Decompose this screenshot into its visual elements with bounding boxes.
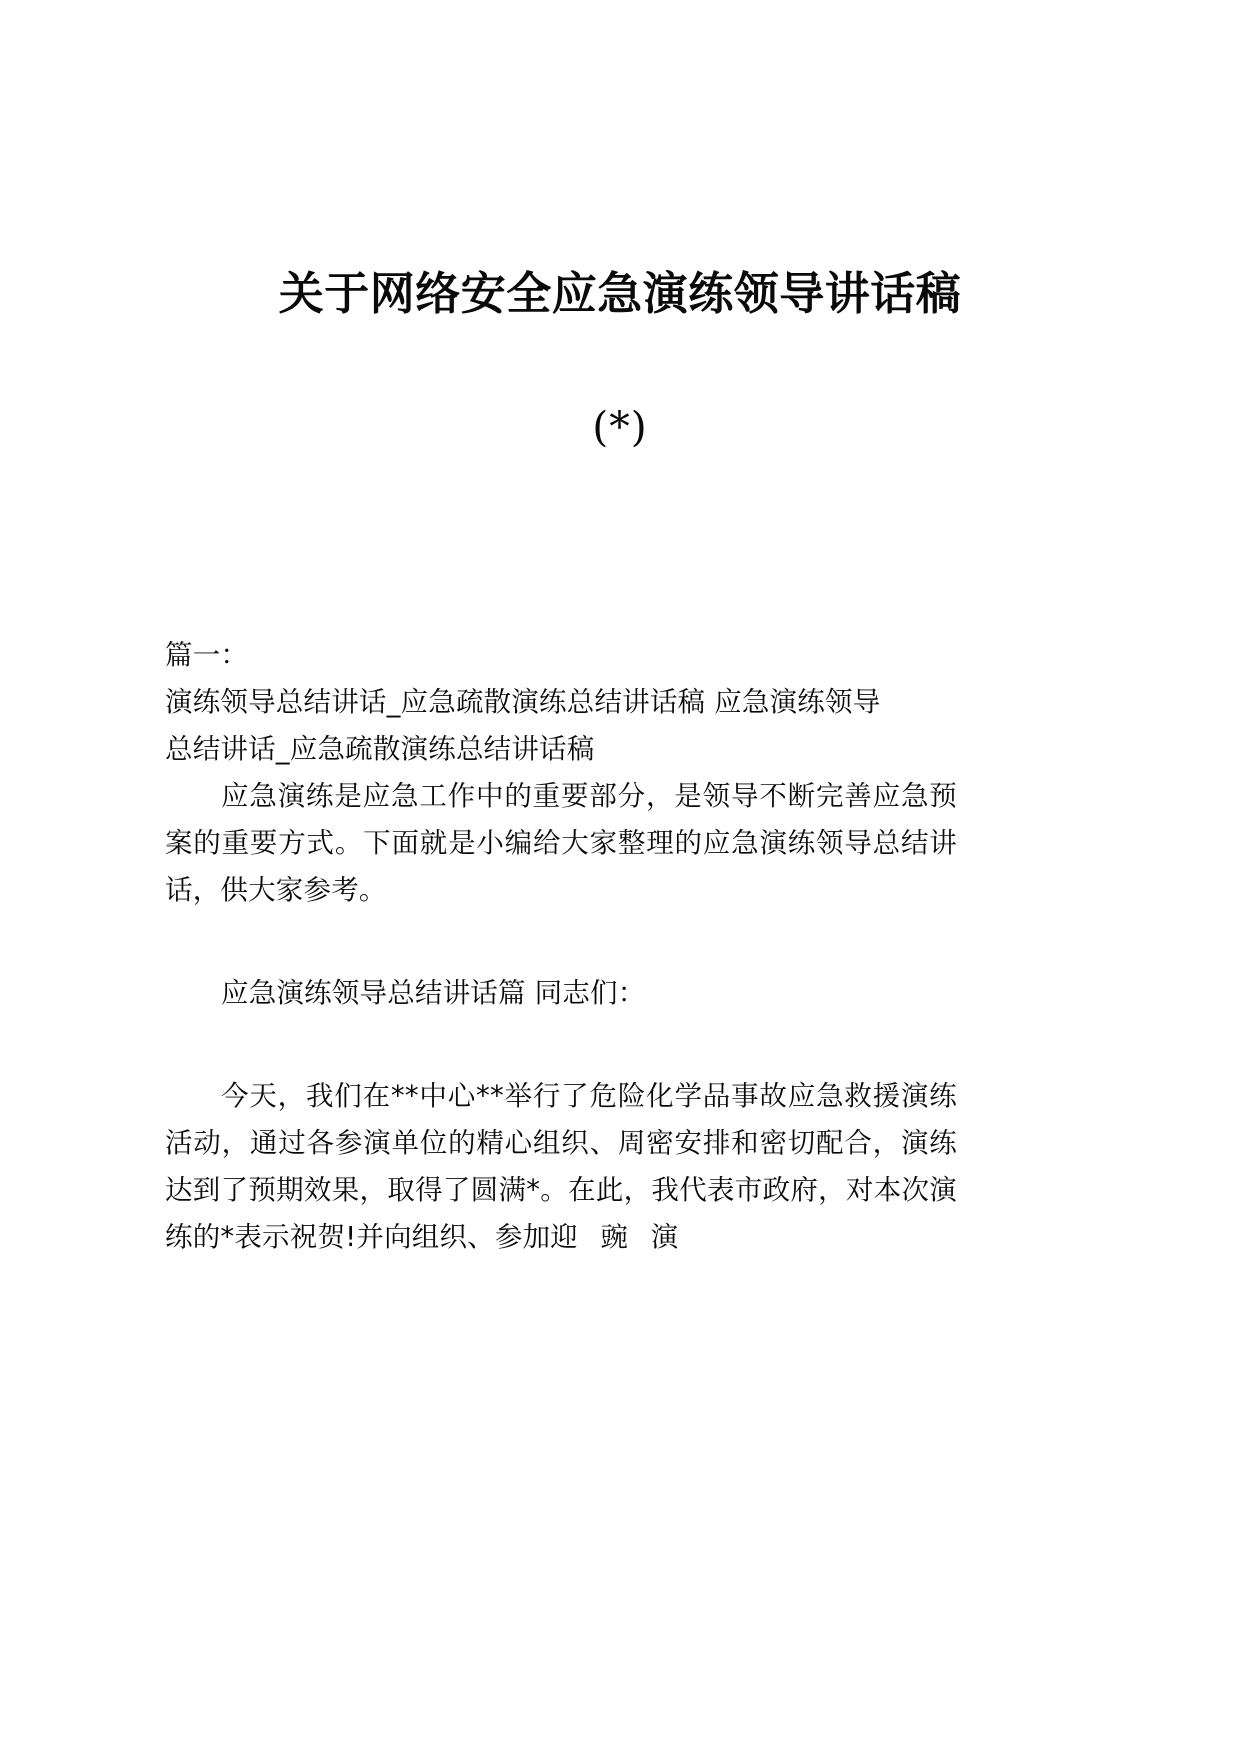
paragraph-gap (165, 1017, 957, 1073)
paragraph-intro: 应急演练是应急工作中的重要部分，是领导不断完善应急预案的重要方式。下面就是小编给大家整理的应急演练领导总结讲话，供大家参考。 (165, 780, 957, 906)
section-label: 篇一： (165, 639, 249, 671)
document-subtitle: (*) (592, 403, 648, 451)
page-title: 关于网络安全应急演练领导讲话稿 (278, 267, 962, 321)
section-heading-line-2: 总结讲话_应急疏散演练总结讲话稿 (165, 733, 595, 765)
section-heading-line-1: 演练领导总结讲话_应急疏散演练总结讲话稿 应急演练领导 (165, 686, 881, 718)
paragraph-speech-opening-text: 今天，我们在**中心**举行了危险化学品事故应急救援演练活动，通过各参演单位的精心组织、周密安排和密切配合，演练达到了预期效果，取得了圆满*。在此，我代表市政府，对本次演练的*表示祝贺!并向组织、参加 (165, 1080, 957, 1253)
paragraph-gap (165, 914, 957, 970)
paragraph-tail-fragment: 迎 豌 演 (550, 1221, 686, 1253)
document-body (165, 632, 957, 1261)
paragraph-speech-opening (165, 1073, 957, 1261)
paragraph-salutation: 应急演练领导总结讲话篇 同志们： (221, 977, 646, 1009)
